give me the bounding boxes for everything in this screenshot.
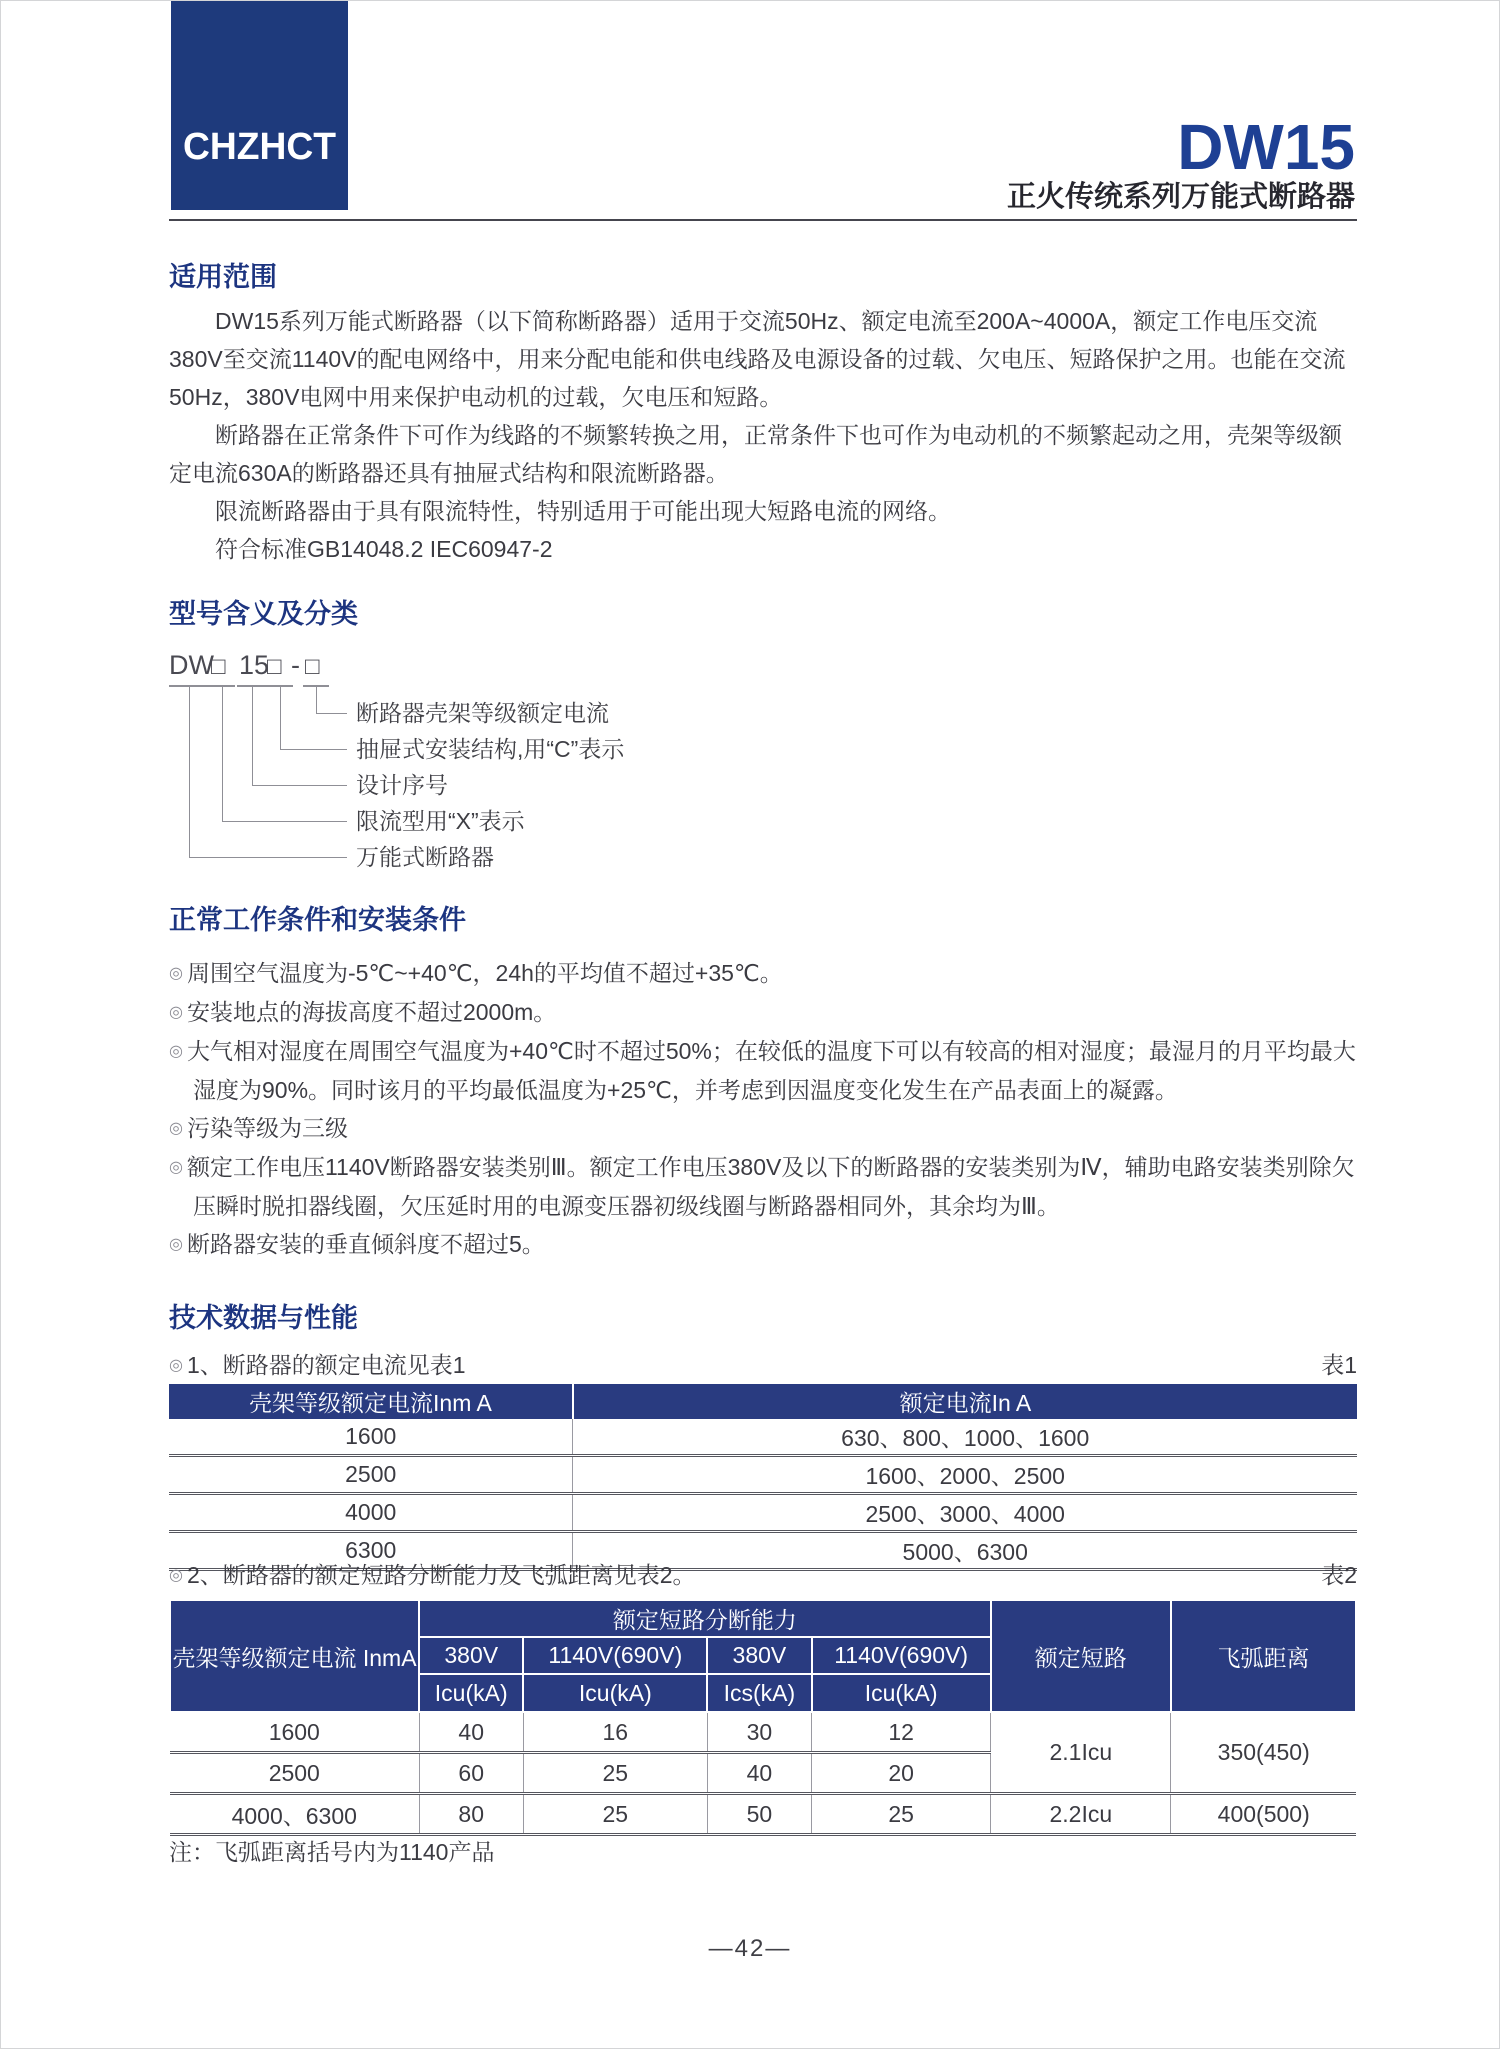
scope-paragraph: 符合标准GB14048.2 IEC60947-2: [215, 536, 553, 562]
header-cell-voltage: 380V: [707, 1637, 811, 1674]
cell-currents: 630、800、1000、1600: [573, 1419, 1357, 1456]
model-connector-line: [189, 687, 347, 858]
table2-caption-row: [169, 1557, 1357, 1590]
table2-note: 注：飞弧距离括号内为1140产品: [169, 1839, 495, 1865]
cell-value: 50: [707, 1794, 811, 1835]
section-title-tech: 技术数据与性能: [169, 1303, 358, 1333]
condition-item: [169, 954, 1361, 993]
breaking-capacity-table: [169, 1599, 1357, 1836]
ring-bullet-icon: ◎: [169, 1004, 183, 1021]
product-model-title: DW15: [1177, 111, 1355, 183]
model-code-part: 15: [239, 650, 270, 680]
page-number: —42—: [708, 1935, 792, 1962]
cell-frame: 2500: [169, 1456, 573, 1494]
cell-value: 30: [707, 1712, 811, 1753]
table-header-row: [169, 1384, 1357, 1419]
scope-paragraph: 断路器在正常条件下可作为线路的不频繁转换之用，正常条件下也可作为电动机的不频繁起动之用，壳架等级额定电流630A的断路器还具有抽屉式结构和限流断路器。: [169, 422, 1342, 486]
header-cell-arc: 飞弧距离: [1171, 1600, 1356, 1712]
condition-text: 断路器安装的垂直倾斜度不超过5。: [186, 1231, 545, 1257]
cell-currents: 1600、2000、2500: [573, 1456, 1357, 1494]
cell-frame: 2500: [170, 1753, 419, 1794]
header-cell: 壳架等级额定电流Inm A: [169, 1384, 573, 1419]
brand-logo-text: CHZHCT: [182, 126, 337, 168]
model-code-part: -: [291, 650, 300, 680]
cell-arc: 350(450): [1171, 1712, 1356, 1794]
cell-value: 60: [419, 1753, 523, 1794]
header-cell-unit: Ics(kA): [707, 1674, 811, 1712]
cell-frame: 1600: [170, 1712, 419, 1753]
header-cell-unit: Icu(kA): [523, 1674, 707, 1712]
header-divider: [169, 219, 1357, 221]
model-code-part: □: [211, 653, 226, 680]
cell-frame: 1600: [169, 1419, 573, 1456]
ring-bullet-icon: ◎: [169, 1357, 183, 1374]
condition-text: 污染等级为三级: [186, 1115, 348, 1141]
cell-currents: 5000、6300: [573, 1532, 1357, 1570]
header-cell-rated-short: 额定短路: [991, 1600, 1171, 1712]
header-cell-voltage: 1140V(690V): [523, 1637, 707, 1674]
header-cell-frame: 壳架等级额定电流 InmA: [170, 1600, 419, 1712]
model-part-label: 限流型用“X”表示: [356, 808, 525, 834]
header-cell-unit: Icu(kA): [419, 1674, 523, 1712]
scope-paragraph: 限流断路器由于具有限流特性，特别适用于可能出现大短路电流的网络。: [215, 498, 951, 524]
table2-caption: [169, 1557, 696, 1590]
condition-item: [169, 1225, 1361, 1264]
ring-bullet-icon: ◎: [169, 1043, 183, 1060]
cell-arc: 400(500): [1171, 1794, 1356, 1835]
header-cell-voltage: 380V: [419, 1637, 523, 1674]
model-part-label: 万能式断路器: [356, 844, 494, 870]
cell-frame: 6300: [169, 1532, 573, 1570]
condition-text: 大气相对湿度在周围空气温度为+40℃时不超过50%；在较低的温度下可以有较高的相对湿度；最湿月的月平均最大湿度为90%。同时该月的平均最低温度为+25℃，并考虑到因温度变化发生在产品表面上的凝露。: [186, 1038, 1356, 1103]
table-row: [170, 1712, 1356, 1753]
table-row: [170, 1794, 1356, 1835]
model-code-part: □: [305, 653, 320, 680]
cell-value: 25: [812, 1794, 991, 1835]
cell-value: 25: [523, 1794, 707, 1835]
rated-current-table: [169, 1384, 1357, 1571]
table-row: [169, 1494, 1357, 1532]
condition-text: 周围空气温度为-5℃~+40℃，24h的平均值不超过+35℃。: [186, 960, 783, 986]
ring-bullet-icon: ◎: [169, 1159, 183, 1176]
ring-bullet-icon: ◎: [169, 1567, 183, 1584]
scope-paragraph: DW15系列万能式断路器（以下简称断路器）适用于交流50Hz、额定电流至200A~4000A，额定工作电压交流380V至交流1140V的配电网络中，用来分配电能和供电线路及电源设备的过载、欠电压、短路保护之用。也能在交流50Hz，380V电网中用来保护电动机的过载，欠电压和短路。: [169, 308, 1346, 410]
header-cell-unit: Icu(kA): [812, 1674, 991, 1712]
brand-logo-box: [171, 1, 348, 210]
table2-tag: 表2: [1321, 1562, 1357, 1588]
table-header-row: [170, 1600, 1356, 1637]
model-code-part: □: [267, 653, 282, 680]
table-row: [169, 1419, 1357, 1456]
table1-caption: [169, 1347, 466, 1380]
model-part-label: 断路器壳架等级额定电流: [356, 700, 609, 726]
header-cell-group: 额定短路分断能力: [419, 1600, 991, 1637]
section-title-conditions: 正常工作条件和安装条件: [169, 905, 466, 935]
table1-tag: 表1: [1321, 1352, 1357, 1378]
condition-item: [169, 1109, 1361, 1148]
cell-frame: 4000、6300: [170, 1794, 419, 1835]
cell-frame: 4000: [169, 1494, 573, 1532]
cell-value: 12: [812, 1712, 991, 1753]
header-cell-voltage: 1140V(690V): [812, 1637, 991, 1674]
ring-bullet-icon: ◎: [169, 1236, 183, 1253]
table2-caption-text: 2、断路器的额定短路分断能力及飞弧距离见表2。: [186, 1562, 696, 1588]
scope-paragraphs: [169, 302, 1359, 568]
table1-caption-row: [169, 1347, 1357, 1380]
cell-value: 16: [523, 1712, 707, 1753]
condition-item: [169, 1032, 1361, 1109]
cell-value: 25: [523, 1753, 707, 1794]
section-title-scope: 适用范围: [169, 262, 277, 292]
condition-text: 额定工作电压1140V断路器安装类别Ⅲ。额定工作电压380V及以下的断路器的安装类别为Ⅳ，辅助电路安装类别除欠压瞬时脱扣器线圈，欠压延时用的电源变压器初级线圈与断路器相同外，其余均为Ⅲ。: [186, 1154, 1355, 1219]
cell-value: 20: [812, 1753, 991, 1794]
ring-bullet-icon: ◎: [169, 965, 183, 982]
conditions-list: [169, 954, 1361, 1264]
cell-currents: 2500、3000、4000: [573, 1494, 1357, 1532]
model-code-part: DW: [169, 650, 214, 680]
header-cell: 额定电流In A: [573, 1384, 1357, 1419]
model-part-label: 抽屉式安装结构,用“C”表示: [356, 736, 625, 762]
table-row: [169, 1456, 1357, 1494]
cell-rated-short: 2.1Icu: [991, 1712, 1171, 1794]
condition-item: [169, 1148, 1361, 1225]
cell-rated-short: 2.2Icu: [991, 1794, 1171, 1835]
table1-caption-text: 1、断路器的额定电流见表1: [186, 1352, 466, 1378]
ring-bullet-icon: ◎: [169, 1120, 183, 1137]
cell-value: 40: [707, 1753, 811, 1794]
condition-text: 安装地点的海拔高度不超过2000m。: [186, 999, 557, 1025]
cell-value: 80: [419, 1794, 523, 1835]
cell-value: 40: [419, 1712, 523, 1753]
model-part-label: 设计序号: [356, 772, 448, 798]
condition-item: [169, 993, 1361, 1032]
section-title-model: 型号含义及分类: [169, 599, 358, 629]
product-series-subtitle: 正火传统系列万能式断路器: [1006, 181, 1355, 213]
